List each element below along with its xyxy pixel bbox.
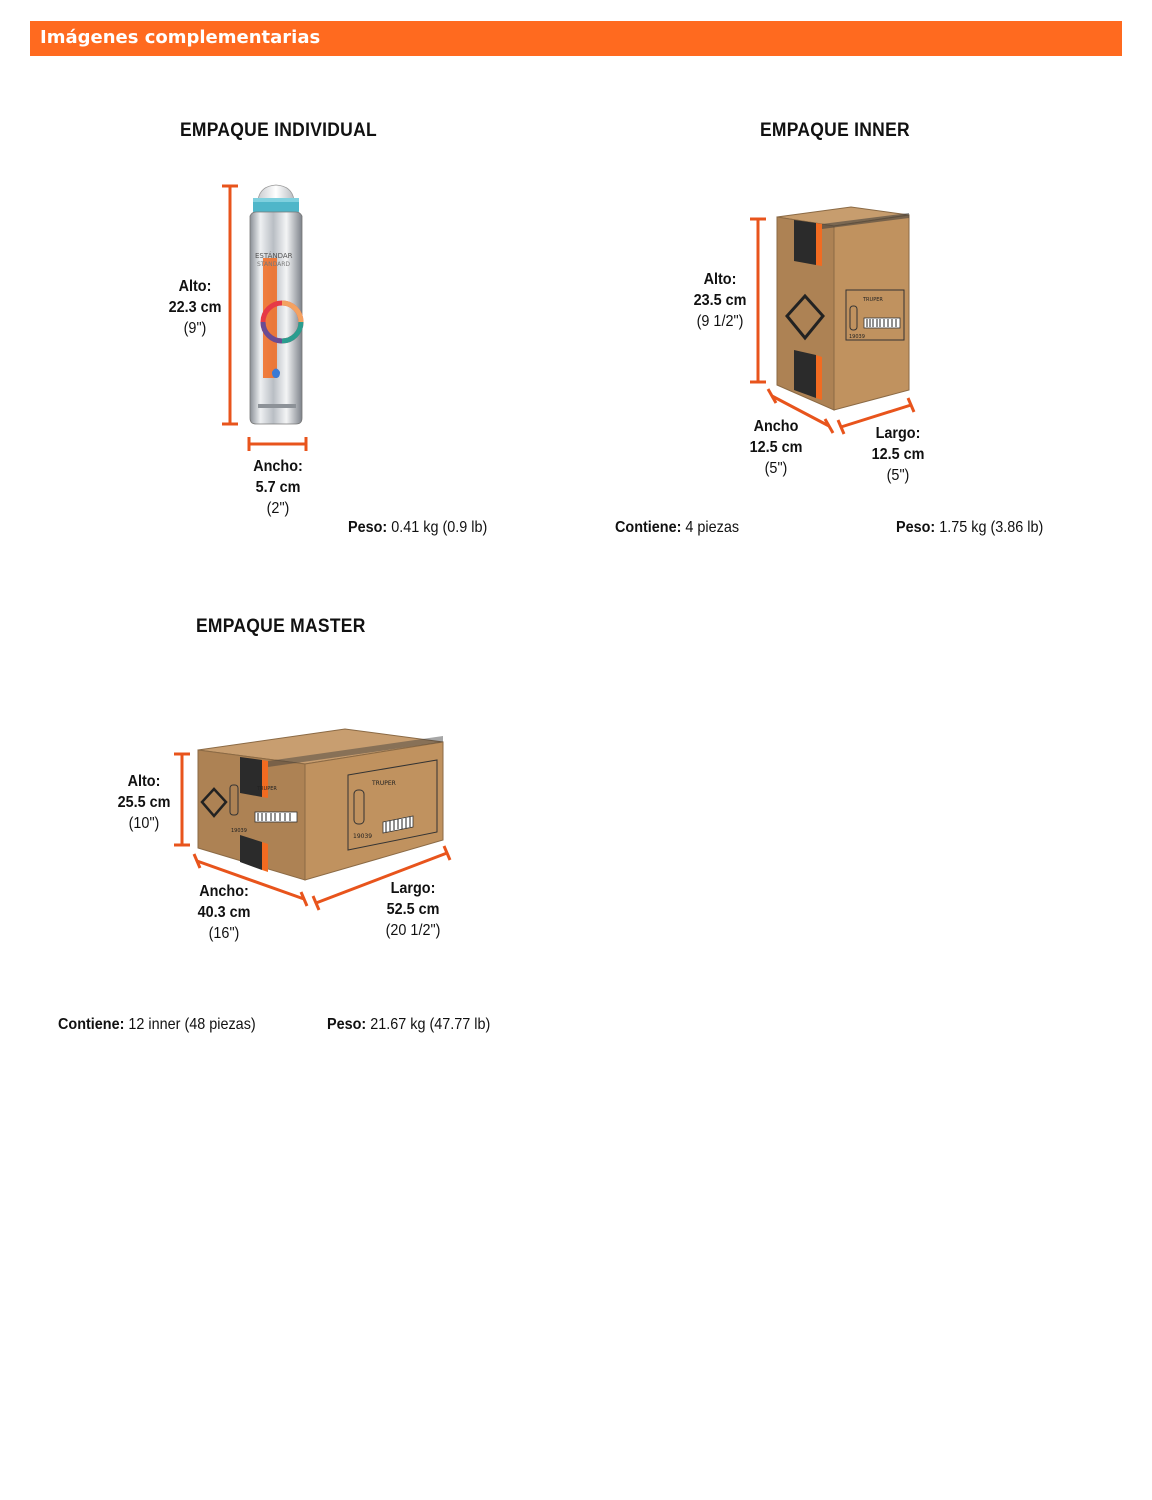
individual-width-imperial: (2") (266, 500, 290, 517)
inner-height-value: 23.5 cm (693, 292, 747, 309)
inner-height-label (680, 269, 761, 332)
master-contains-value: 12 inner (48 piezas) (128, 1016, 256, 1033)
inner-box-image (750, 207, 914, 434)
section-title: Imágenes complementarias (40, 27, 321, 48)
individual-height-value: 22.3 cm (168, 299, 222, 316)
master-box-brand-side: TRUPER (372, 780, 396, 787)
inner-width-label (736, 416, 817, 479)
can-line2: STANDARD (257, 261, 291, 268)
inner-weight-label: Peso: (896, 519, 936, 536)
inner-contains-value: 4 piezas (685, 519, 740, 536)
inner-height-title: Alto: (703, 271, 737, 288)
master-length-value: 52.5 cm (386, 901, 440, 918)
inner-weight (896, 519, 1043, 537)
inner-contains (615, 519, 739, 537)
inner-weight-value: 1.75 kg (3.86 lb) (939, 519, 1044, 536)
individual-weight-value: 0.41 kg (0.9 lb) (391, 519, 488, 536)
individual-width-title: Ancho: (253, 458, 303, 475)
master-contains-label: Contiene: (58, 1016, 125, 1033)
master-weight-label: Peso: (327, 1016, 367, 1033)
master-weight (327, 1016, 490, 1034)
master-width-title: Ancho: (199, 883, 249, 900)
master-box-code-side: 19039 (353, 833, 373, 840)
individual-width-label (238, 456, 319, 519)
width-dimension-line-individual (249, 437, 306, 451)
master-box-brand-front: TRUPER (257, 786, 277, 792)
inner-box-brand: TRUPER (863, 297, 883, 303)
inner-length-imperial: (5") (886, 467, 910, 484)
master-height-value: 25.5 cm (117, 794, 171, 811)
master-height-title: Alto: (127, 773, 161, 790)
inner-width-value: 12.5 cm (749, 439, 803, 456)
master-contains (58, 1016, 256, 1034)
can-line1: ESTÁNDAR (255, 252, 293, 260)
master-height-label (104, 771, 185, 834)
master-width-value: 40.3 cm (197, 904, 251, 921)
individual-height-title: Alto: (178, 278, 212, 295)
individual-height-imperial: (9") (183, 320, 207, 337)
master-box-code-front: 19039 (231, 828, 247, 834)
individual-width-value: 5.7 cm (255, 479, 301, 496)
heading-inner: EMPAQUE INNER (760, 120, 910, 141)
individual-weight (348, 519, 487, 537)
master-weight-value: 21.67 kg (47.77 lb) (370, 1016, 491, 1033)
inner-width-imperial: (5") (764, 460, 788, 477)
heading-master: EMPAQUE MASTER (196, 616, 366, 637)
individual-height-label (155, 276, 236, 339)
inner-length-value: 12.5 cm (871, 446, 925, 463)
individual-weight-label: Peso: (348, 519, 388, 536)
inner-width-title: Ancho (753, 418, 799, 435)
master-width-imperial: (16") (208, 925, 240, 942)
heading-individual: EMPAQUE INDIVIDUAL (180, 120, 377, 141)
inner-contains-label: Contiene: (615, 519, 682, 536)
inner-box-code: 19039 (849, 334, 865, 340)
master-height-imperial: (10") (128, 815, 160, 832)
inner-length-title: Largo: (875, 425, 921, 442)
master-length-label (368, 878, 458, 941)
inner-height-imperial: (9 1/2") (696, 313, 744, 330)
master-length-imperial: (20 1/2") (385, 922, 441, 939)
inner-length-label (858, 423, 939, 486)
master-width-label (184, 881, 265, 944)
master-length-title: Largo: (390, 880, 436, 897)
